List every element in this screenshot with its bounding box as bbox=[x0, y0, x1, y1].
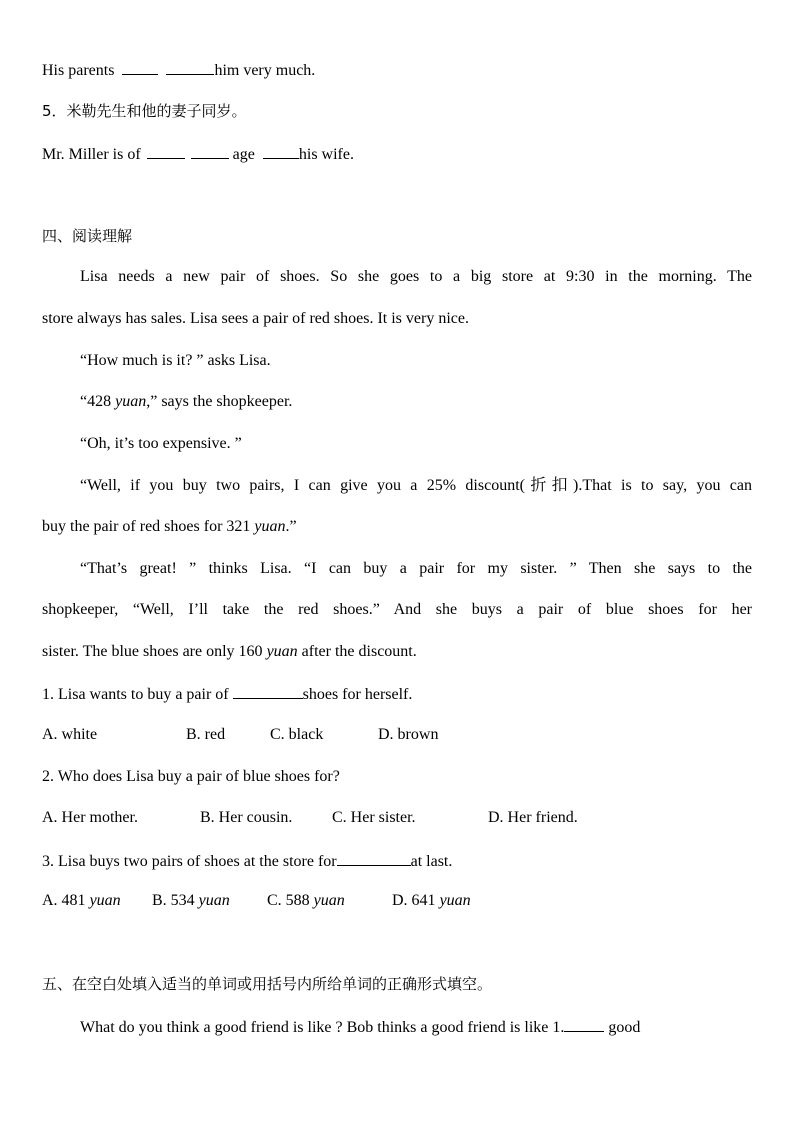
q5-chinese-prompt: 5．米勒先生和他的妻子同岁。 bbox=[42, 102, 247, 120]
q4-english-line: His parents him very much. bbox=[42, 58, 752, 82]
option-a[interactable]: A. Her mother. bbox=[42, 809, 138, 826]
option-b[interactable]: B. 534 yuan bbox=[152, 892, 230, 909]
option-c[interactable]: C. black bbox=[270, 726, 324, 743]
option-d[interactable]: D. Her friend. bbox=[488, 809, 578, 826]
option-b[interactable]: B. red bbox=[186, 726, 226, 743]
question-3: 3. Lisa buys two pairs of shoes at the store for at last. bbox=[42, 849, 752, 873]
passage-line: “428 yuan,” says the shopkeeper. bbox=[80, 393, 293, 410]
passage-line: What do you think a good friend is like ? Bob thinks a good friend is like 1. good bbox=[80, 1015, 752, 1039]
passage-line: shopkeeper, “Well, I’ll take the red shoes.” And she buys a pair of blue shoes for her bbox=[42, 601, 752, 618]
passage-line: “How much is it? ” asks Lisa. bbox=[80, 352, 271, 369]
option-c[interactable]: C. 588 yuan bbox=[267, 892, 345, 909]
option-d[interactable]: D. 641 yuan bbox=[392, 892, 471, 909]
question-2: 2. Who does Lisa buy a pair of blue shoes for? bbox=[42, 768, 340, 785]
blank[interactable] bbox=[147, 142, 185, 159]
passage-line: “That’s great! ” thinks Lisa. “I can buy a pair for my sister. ” Then she says to the bbox=[80, 560, 752, 577]
blank[interactable] bbox=[233, 682, 303, 699]
blank[interactable] bbox=[564, 1015, 604, 1032]
question-1: 1. Lisa wants to buy a pair of shoes for herself. bbox=[42, 682, 752, 706]
section-heading-reading: 四、阅读理解 bbox=[42, 227, 133, 245]
option-c[interactable]: C. Her sister. bbox=[332, 809, 416, 826]
q5-english-line: Mr. Miller is of age his wife. bbox=[42, 142, 752, 166]
section-heading-fill-in: 五、在空白处填入适当的单词或用括号内所给单词的正确形式填空。 bbox=[42, 975, 493, 993]
passage-line: buy the pair of red shoes for 321 yuan.” bbox=[42, 518, 297, 535]
option-a[interactable]: A. white bbox=[42, 726, 98, 743]
passage-line: “Oh, it’s too expensive. ” bbox=[80, 435, 242, 452]
blank[interactable] bbox=[191, 142, 229, 159]
option-d[interactable]: D. brown bbox=[378, 726, 439, 743]
passage-line: sister. The blue shoes are only 160 yuan after the discount. bbox=[42, 643, 417, 660]
blank[interactable] bbox=[122, 58, 158, 75]
option-a[interactable]: A. 481 yuan bbox=[42, 892, 121, 909]
blank[interactable] bbox=[263, 142, 299, 159]
option-b[interactable]: B. Her cousin. bbox=[200, 809, 293, 826]
passage-line: Lisa needs a new pair of shoes. So she goes to a big store at 9:30 in the morning. The bbox=[80, 268, 752, 285]
blank[interactable] bbox=[337, 849, 411, 866]
blank[interactable] bbox=[166, 58, 214, 75]
passage-line: store always has sales. Lisa sees a pair of red shoes. It is very nice. bbox=[42, 310, 469, 327]
passage-line: “Well, if you buy two pairs, I can give you a 25% discount(折扣).That is to say, you can bbox=[80, 477, 752, 494]
